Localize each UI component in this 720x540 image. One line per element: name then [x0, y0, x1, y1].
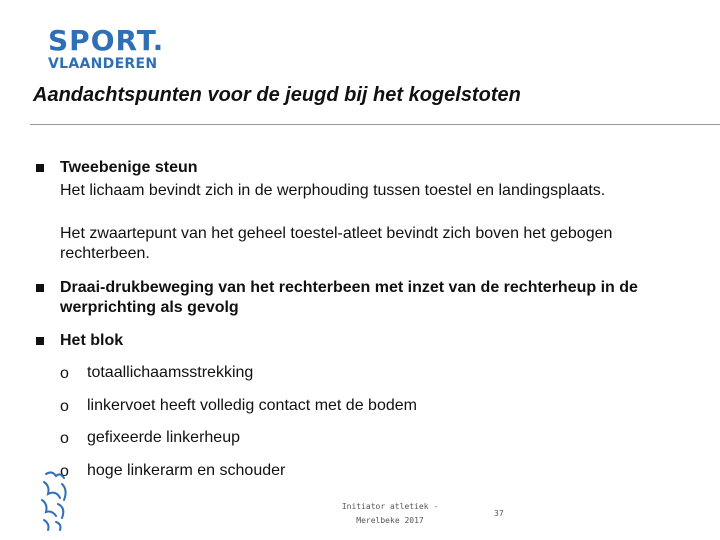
sub-list-item: gefixeerde linkerheup [87, 429, 240, 446]
title-divider [30, 124, 720, 125]
sub-list-item: linkervoet heeft volledig contact met de bodem [87, 397, 417, 414]
footer-line: Merelbeke 2017 [356, 516, 424, 525]
sub-bullet-marker: o [60, 430, 69, 447]
bullet-marker [36, 164, 44, 172]
paragraph: Het lichaam bevindt zich in de werphouding tussen toestel en landingsplaats. [60, 182, 606, 199]
paragraph: Het zwaartepunt van het geheel toestel-atleet bevindt zich boven het gebogen rechterbeen. [60, 225, 613, 262]
footer-text [330, 500, 450, 528]
bullet-marker [36, 337, 44, 345]
slide-title: Aandachtspunten voor de jeugd bij het kogelstoten [33, 84, 521, 106]
logo-sub-text: VLAANDEREN [48, 56, 158, 72]
footer-line: Initiator atletiek - [341, 502, 439, 511]
sub-list-item: totaallichaamsstrekking [87, 364, 254, 381]
logo-main-text: SPORT. [48, 24, 165, 57]
sport-vlaanderen-logo [48, 26, 164, 72]
bullet-item: Draai-drukbeweging van het rechterbeen met inzet van de rechterheup in de werprichting als gevolg [60, 279, 638, 316]
page-number: 37 [494, 509, 504, 518]
bullet-item: Tweebenige steun [60, 159, 198, 176]
bullet-marker [36, 284, 44, 292]
sub-bullet-marker: o [60, 463, 69, 480]
sub-list-item: hoge linkerarm en schouder [87, 462, 286, 479]
sub-bullet-marker: o [60, 398, 69, 415]
sub-bullet-marker: o [60, 365, 69, 382]
flemish-lion-icon [38, 470, 74, 537]
bullet-item: Het blok [60, 332, 124, 349]
